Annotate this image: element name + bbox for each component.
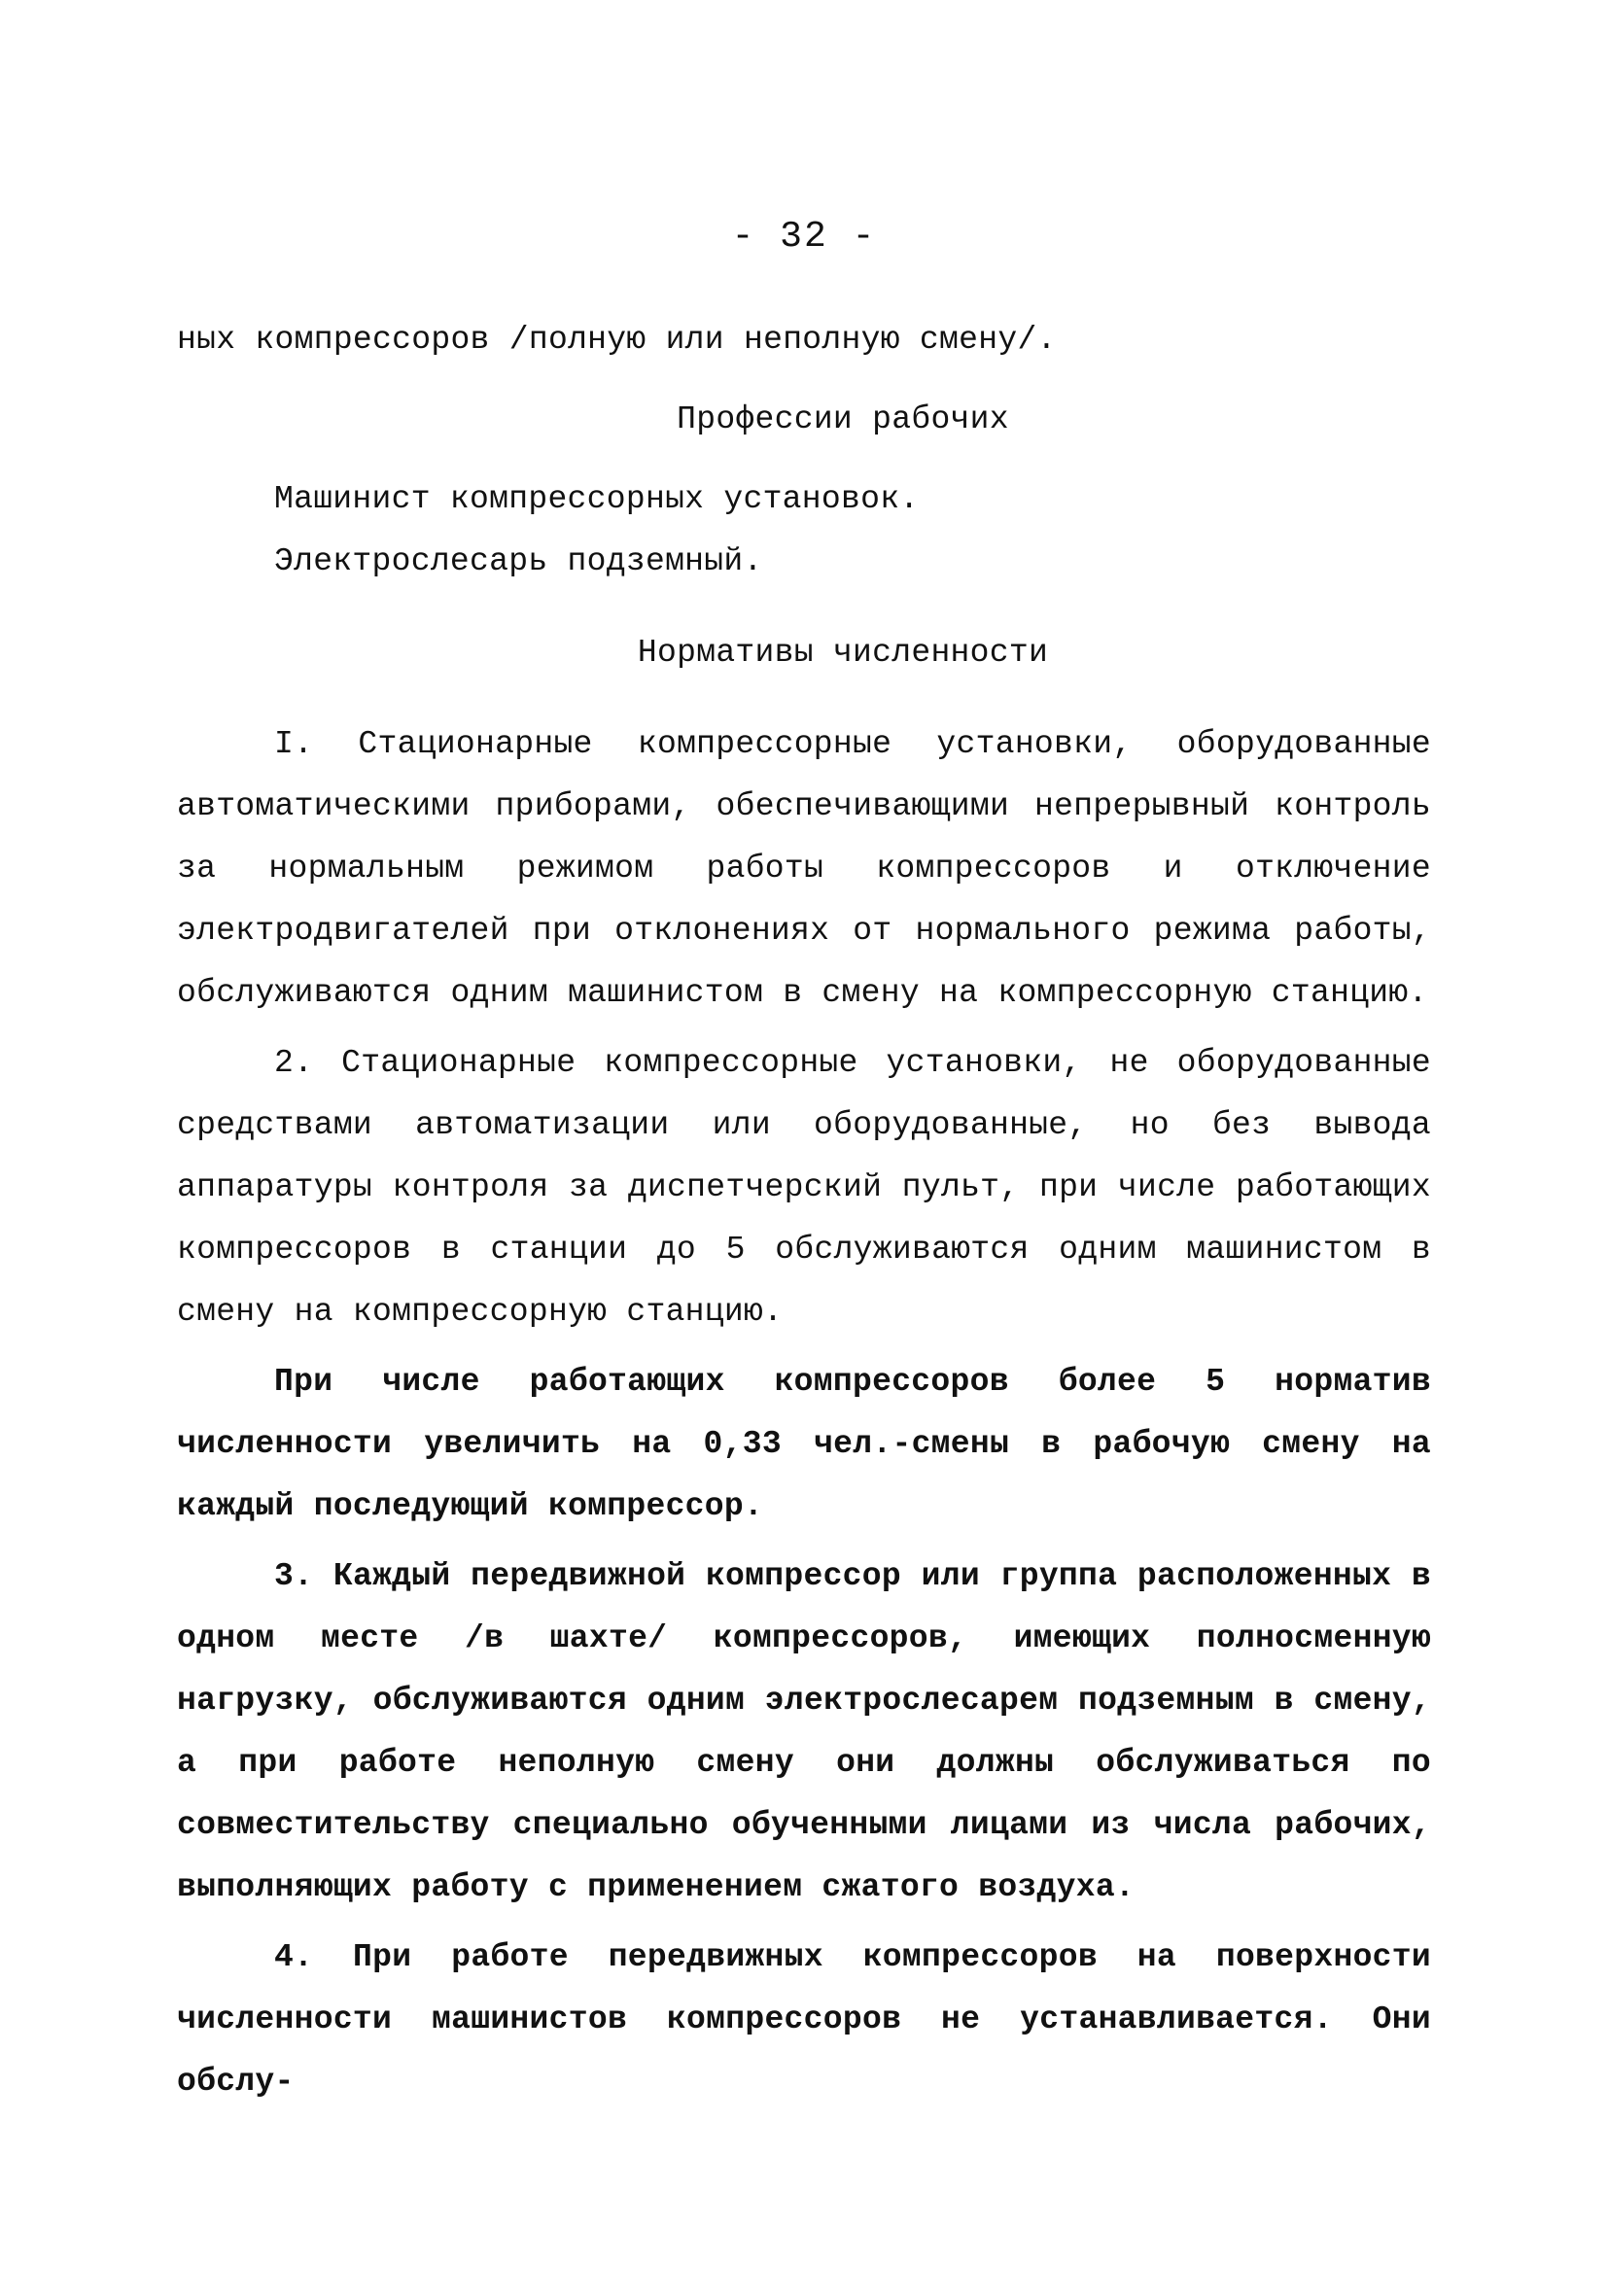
section-heading-professions: Профессии рабочих [677,401,1009,437]
continuation-line: ных компрессоров /полную или неполную смену/. [177,322,1057,358]
section-heading-norms: Нормативы численности [637,635,1049,671]
norm-paragraph-3: 3. Каждый передвижной компрессор или группа расположенных в одном месте /в шахте/ компрессоров, имеющих полносменную нагрузку, обслуживаются одним электрослесарем подземным в смену, а при работе неполную смену они должны обслуживаться по совместительству специально обученными лицами из числа рабочих, выполняющих работу с применением сжатого воздуха. [177,1558,1431,1905]
profession-item: Машинист компрессорных установок. [274,481,920,517]
norm-paragraph-2: 2. Стационарные компрессорные установки, не оборудованные средствами автоматизации или оборудованные, но без вывода аппаратуры контроля за диспетчерский пульт, при числе работающих компрессоров в станции до 5 обслуживаются одним машинистом в смену на компрессорную станцию. [177,1045,1431,1330]
profession-item: Электрослесарь подземный. [274,543,763,579]
page-number: - 32 - [731,216,877,258]
document-body [177,309,1431,2113]
norm-paragraph-2-addendum: При числе работающих компрессоров более 5 норматив численности увеличить на 0,33 чел.-смены в рабочую смену на каждый последующий компрессор. [177,1364,1431,1524]
norm-paragraph-4: 4. При работе передвижных компрессоров на поверхности численности машинистов компрессоров не устанавливается. Они обслу- [177,1939,1431,2100]
norm-paragraph-1: I. Стационарные компрессорные установки, оборудованные автоматическими приборами, обеспечивающими непрерывный контроль за нормальным режимом работы компрессоров и отключение электродвигателей при отклонениях от нормального режима работы, обслуживаются одним машинистом в смену на компрессорную станцию. [177,726,1431,1011]
